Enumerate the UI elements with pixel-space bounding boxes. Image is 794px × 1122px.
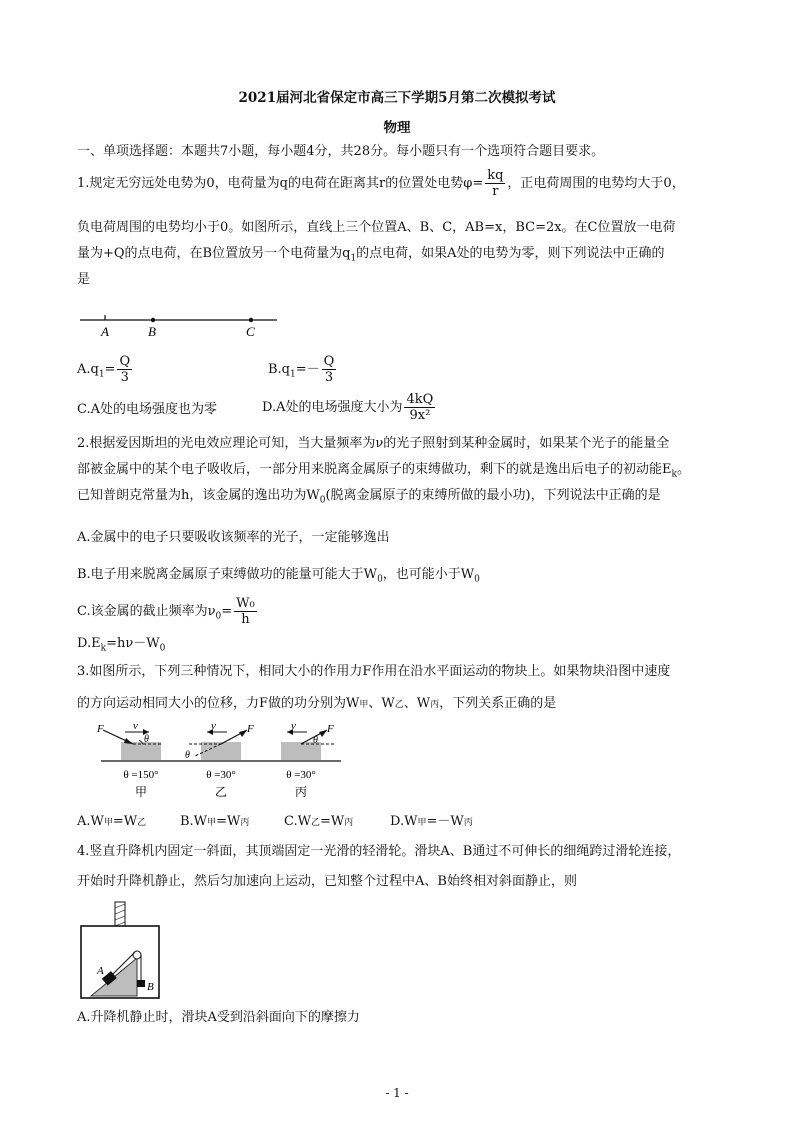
q3-label-theta-jia: θ [144,734,149,745]
q3-option-d: D.W甲=－W丙 [390,814,473,829]
q3-label-v-bing: v [291,722,296,732]
q1-label-c: C [246,324,255,339]
q3-label-v-yi: v [211,722,216,732]
q3-angle-jia: θ =150° [123,769,159,781]
q2-option-d: $D.E_k=h\nu-W_0$ [77,636,166,654]
q4-block-b [137,980,145,987]
q3-option-b: B.W甲=W丙 [180,814,250,829]
q1-line-diagram [77,308,282,340]
page-number: - 1 - [385,1086,409,1100]
q1-label-b: B [148,324,156,339]
q4-label-b: B [147,981,154,993]
q3-figure-jia [96,722,181,799]
q3-figure-bing [261,722,341,799]
q2-option-a: A.金属中的电子只要吸收该频率的光子，一定能够逸出 [77,530,390,545]
q2-option-c: C.该金属的截止频率为$\nu_0=$ $\frac{\text{W₀}}{h}$ [77,596,255,627]
q1-line-2: 负电荷周围的电势均小于0。如图所示，直线上三个位置A、B、C，AB=x，BC=2x。在C位置放一电荷 [77,220,676,235]
q3-label-theta-yi: θ [185,750,190,761]
q1-option-b: $B.q_1=-$ $\frac{Q}{3}$ [268,354,335,385]
q1-line-3: 量为+Q的点电荷，在B位置放另一个电荷量为$q_1$的点电荷，如果A处的电势为零，则下列说法中正确的 [77,246,665,264]
q3-figure-yi [181,722,261,799]
q2-line-2: 部被金属中的某个电子吸收后，一部分用来脱离金属原子的束缚做功，剩下的就是逸出后电子的初动能$E_k$。 [77,462,690,480]
q3-label-theta-bing: θ [313,735,318,746]
q3-line-2: 的方向运动相同大小的位移，力F做的功分别为W甲、W乙、W丙，下列关系正确的是 [77,696,557,711]
q3-force-diagrams [77,722,367,804]
page-title: 2021届河北省保定市高三下学期5月第二次模拟考试 [238,90,556,106]
q1-label-a: A [101,324,109,339]
q4-line-2: 开始时升降机静止，然后匀加速向上运动，已知整个过程中A、B始终相对斜面静止，则 [77,874,577,889]
q1-option-d: D.A处的电场强度大小为 $\frac{4kQ}{\text{9x²}}$ [262,392,434,423]
q3-block-jia [121,742,161,760]
q3-option-a: A.W甲=W乙 [77,814,147,829]
q4-label-a: A [97,965,104,977]
q3-line-1: 3.如图所示，下列三种情况下，相同大小的作用力F作用在沿水平面运动的物块上。如果物块沿图中速度 [77,664,671,679]
q1-line-1: 1.规定无穷远处电势为0，电荷量为q的电荷在距离其r的位置处电势φ= $\frac{kq}{r}$ ，正电荷周围的电势均大于0， [77,168,685,199]
q3-angle-yi: θ =30° [206,769,236,781]
q1-potential-fraction: $\frac{kq}{r}$ [487,168,504,199]
q3-name-yi: 乙 [214,785,228,799]
q2-option-b: B.电子用来脱离金属原子束缚做功的能量可能大于$W_0$，也可能小于$W_0$ [77,567,480,585]
q3-label-f-yi: F [247,723,254,735]
q3-force-arrowhead-jia [124,738,133,744]
q2-line-3: 已知普朗克常量为h，该金属的逸出功为$W_0$(脱离金属原子的束缚所做的最小功)，下列说法中正确的是 [77,488,661,506]
q4-line-1: 4.竖直升降机内固定一斜面，其顶端固定一光滑的轻滑轮。滑块A、B通过不可伸长的细绳跨过滑轮连接， [77,844,681,859]
q3-name-bing: 丙 [294,785,308,799]
q1-option-a: $A.q_1=$ $\frac{Q}{3}$ [77,354,131,385]
q3-label-f-bing: F [327,723,334,735]
q3-label-f-jia: F [97,723,104,735]
q3-option-c: C.W乙=W丙 [284,814,354,829]
q1-option-c: C.A处的电场强度也为零 [77,402,218,417]
q2-line-1: 2.根据爱因斯坦的光电效应理论可知，当大量频率为ν的光子照射到某种金属时，如果某个光子的能量全 [77,436,670,451]
q1-point-c [249,318,253,322]
q3-angle-bing: θ =30° [286,769,316,781]
q4-elevator-diagram [77,900,167,1000]
q3-name-jia: 甲 [134,785,148,799]
section-heading: 一、单项选择题：本题共7小题，每小题4分，共28分。每小题只有一个选项符合题目要求。 [77,144,605,159]
q1-line-4: 是 [77,272,91,287]
q4-option-a: A.升降机静止时，滑块A受到沿斜面向下的摩擦力 [77,1010,360,1025]
q1-point-b [151,318,155,322]
q3-label-v-jia: v [133,722,138,732]
subject-title: 物理 [383,120,411,136]
